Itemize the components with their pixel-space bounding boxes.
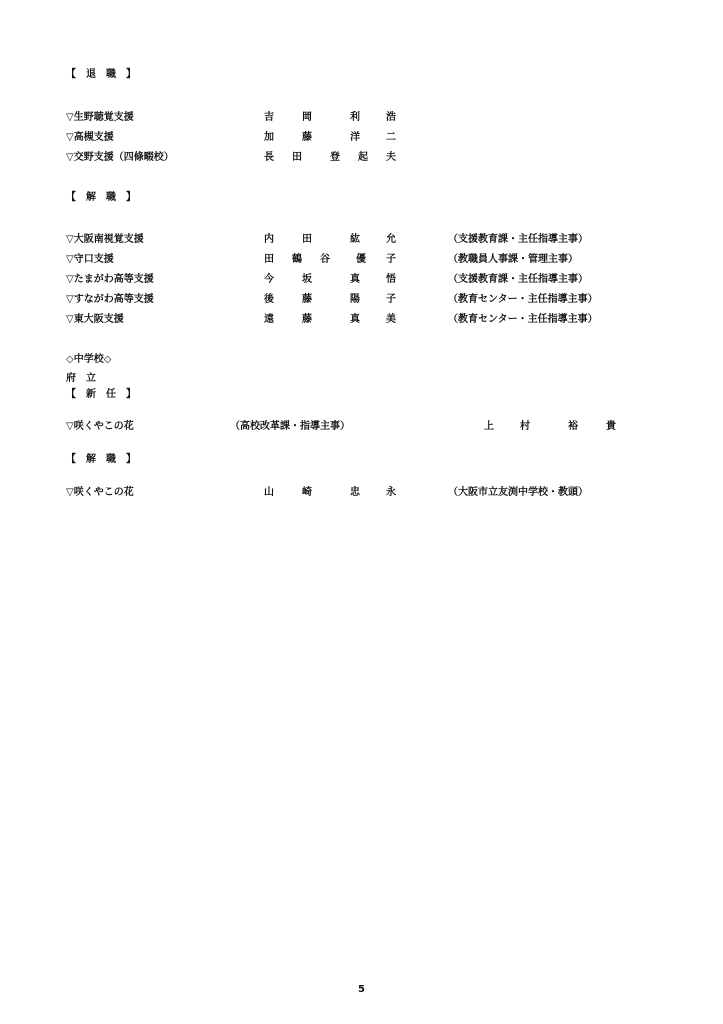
new-appointment-heading: 【 新 任 】: [66, 389, 136, 400]
previous-post: （教育センター・主任指導主事）: [448, 314, 598, 325]
document-page: 【 退 職 】 ▽生野聴覚支援 吉 岡 利 浩 ▽高槻支援 加 藤 洋 二 ▽交野支援（四條畷校） 長 田 登 起 夫 【 解 職 】 ▽大阪南視覚支援 内 田 紘 允 （支援教育課・主任指導主事） ▽守口支援 田 鶴 谷 優 子 （教職員人事課・管理主事） ▽たまがわ高等支援 今 坂 真 悟 （支援教育課・主任指導主事） ▽すながわ高等支援 後 藤 陽 子 （教育センター・主任指導主事） ▽東大阪支援 遠 藤 真 美 （教育センター・主任指導主事） ◇中学校◇ 府 立 【 新 任 】 ▽咲くやこの花 （高校改革課・指導主事） 上 村 裕 貴 【 解 職 】 ▽咲くやこの花 山 崎 忠 永 （大阪市立友渕中学校・教頭） 5: [66, 69, 616, 995]
previous-post: （教職員人事課・管理主事）: [448, 254, 578, 265]
page-number: 5: [358, 984, 365, 995]
school-name: ▽東大阪支援: [66, 314, 124, 325]
school-name: ▽交野支援（四條畷校）: [66, 152, 174, 163]
school-name: ▽高槻支援: [66, 132, 114, 143]
previous-post: （支援教育課・主任指導主事）: [448, 274, 588, 285]
school-name: ▽すながわ高等支援: [66, 294, 154, 305]
school-name: ▽咲くやこの花: [66, 487, 134, 498]
school-name: ▽たまがわ高等支援: [66, 274, 154, 285]
retire-heading: 【 退 職 】: [66, 69, 136, 80]
school-name: ▽大阪南視覚支援: [66, 234, 144, 245]
middle-school-label: ◇中学校◇: [66, 354, 112, 365]
previous-post: （大阪市立友渕中学校・教頭）: [448, 487, 588, 498]
dismiss-heading-2: 【 解 職 】: [66, 454, 136, 465]
school-name: ▽咲くやこの花: [66, 421, 134, 432]
school-name: ▽生野聴覚支援: [66, 112, 134, 123]
previous-post: （高校改革課・指導主事）: [230, 421, 350, 432]
school-name: ▽守口支援: [66, 254, 114, 265]
dismiss-heading: 【 解 職 】: [66, 192, 136, 203]
prefectural-label: 府 立: [66, 373, 96, 384]
previous-post: （教育センター・主任指導主事）: [448, 294, 598, 305]
previous-post: （支援教育課・主任指導主事）: [448, 234, 588, 245]
